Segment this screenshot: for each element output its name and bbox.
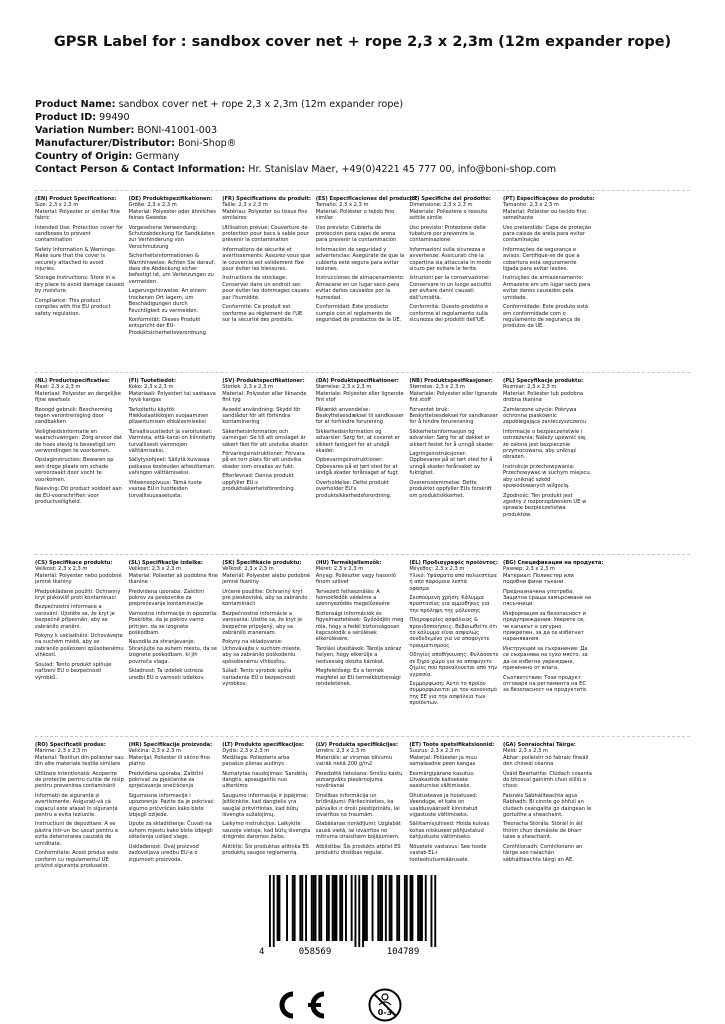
product-info	[35, 98, 715, 176]
spec-paragraph: Úsáid Beartaithe: Clúdach cosanta do bhoscaí gainimh chun éilliú a chosc	[502, 770, 592, 790]
spec-block-title: (NL) Productspecificaties:	[35, 378, 110, 384]
barcode-bar	[351, 875, 353, 941]
spec-paragraph: Tamanho: 2,3 x 2,3 m Material: Poliéster ou tecido fino semelhante	[502, 202, 587, 222]
spec-paragraph: Varnostne informacije in opozorila: Poskrbite, da je pokrov varno pritrjen, da se izognete poškodbam.	[128, 610, 218, 637]
barcode-bar	[315, 875, 317, 941]
barcode-bar	[305, 875, 307, 941]
barcode-bar	[421, 875, 423, 941]
barcode-bar	[391, 875, 393, 941]
spec-row	[35, 560, 690, 710]
spec-paragraph: Veľkosť: 2,3 x 2,3 m Materiál: Polyester alebo podobné jemné tkaniny	[222, 566, 311, 586]
spec-block-title: (NB) Produktspesifikasjoner:	[409, 378, 493, 384]
spec-paragraph: Efterlevnad: Denna produkt uppfyller EU:s produktsäkerhetsförordning.	[222, 473, 296, 493]
spec-paragraph: Предназначена употреба: Защитна сраща замърсяване на пясъчници	[502, 588, 592, 608]
barcode-bar	[419, 875, 421, 941]
spec-paragraph: Numatytas naudojimas: Sandėlių dangtis, apsaugantis nuo užteršimo	[222, 770, 308, 790]
spec-block	[35, 378, 129, 521]
spec-block-title: (PT) Especificações do produto:	[502, 196, 595, 202]
spec-paragraph: Información de seguridad y advertencias: Asegúrate de que la cubierta esté segura para evitar lesiones.	[315, 246, 405, 273]
spec-paragraph: Biztonsági információk és figyelmeztetések: Győződjön meg róla, hogy a fedél biztonságosan kapcsolódik a sérülések elkerülésére.	[315, 610, 404, 643]
barcode-bar	[269, 875, 271, 947]
spec-paragraph: Conformité: Ce produit est conforme au règlement de l'UE sur la sécurité des produits.	[222, 304, 303, 323]
spec-block	[222, 742, 316, 872]
barcode-bar	[372, 875, 374, 941]
spec-paragraph: Size: 2,3 x 2,3 m Material: Polyester or similar fine fabric	[35, 202, 120, 222]
spec-block	[316, 560, 410, 710]
spec-paragraph: Vorgesehene Verwendung: Schutzabdeckung für Sandkästen zur Verhinderung von Verschmutzung	[128, 224, 215, 250]
spec-row	[35, 196, 690, 339]
spec-paragraph: Utilisation prévue: Couverture de protection pour bacs à sable pour prévenir la contamination	[222, 224, 309, 244]
country-of-origin-row: Country of Origin: Germany	[35, 151, 180, 162]
barcode-bar	[336, 875, 338, 941]
spec-paragraph: Informacje o bezpieczeństwie i ostrzeżenia: Należy upewnić się, że osłona jest bezpiecznie przymocowana, aby uniknąć obrażeń.	[502, 428, 587, 461]
spec-paragraph: Atitiktis: Šis produktas atitinka ES produktų saugos reglamentą.	[222, 843, 309, 857]
spec-block	[503, 196, 597, 339]
spec-paragraph: Οδηγίες αποθήκευσης: Φυλάσσετε σε ξηρό χώρο για να αποφύγετε ζημίες που προκαλούνται από την υγρασία.	[409, 652, 499, 678]
spec-paragraph: Storage Instructions: Store in a dry place to avoid damage caused by moisture.	[35, 275, 124, 295]
spec-paragraph: Naleving: Dit product voldoet aan de EU-voorschriften voor productveiligheid.	[35, 486, 122, 505]
barcode-bar	[279, 875, 281, 941]
barcode-bar	[385, 875, 387, 941]
spec-block-title: (SL) Specifikacije izdelka:	[128, 560, 203, 566]
spec-paragraph: Laikymo instrukcijos: Laikykite sausoje vietoje, kad būtų išvengta drėgmės daromos žalos.	[222, 821, 311, 841]
barcode-bar	[301, 875, 303, 941]
spec-paragraph: Pokyny na skladovanie: Uchovávajte v suchom mieste, aby sa zabránilo poškodeniu spôsobenému vlhkosťou.	[222, 639, 302, 665]
spec-block-title: (FR) Spécifications du produit:	[222, 196, 311, 202]
spec-paragraph: Méid: 2,3 x 2,3 m Ábhar: poileistir nó fabraic fíneáil den chineál céanna	[502, 748, 589, 768]
spec-paragraph: Megfelelőség: Ez a termék megfelel az EU termékbiztonsági rendeletének.	[315, 668, 401, 687]
spec-paragraph: Instrucciones de almacenamiento: Almacene en un lugar seco para evitar daños causados por la humedad.	[315, 275, 405, 301]
barcode-bar	[404, 875, 406, 941]
spec-paragraph: Soulad: Tento produkt splňuje nařízení EU o bezpečnosti výrobků.	[35, 661, 112, 681]
spec-paragraph: Konformität: Dieses Produkt entspricht der EU-Produktsicherheitsverordnung.	[128, 316, 208, 336]
spec-paragraph: Instrucțiuni de depozitare: A se păstra într-un loc uscat pentru a evita deteriorarea cauzată de umiditate.	[35, 821, 118, 847]
barcode-bar	[311, 875, 313, 941]
barcode-bar	[417, 875, 419, 941]
spec-block	[503, 378, 597, 521]
spec-paragraph: Faisnéis Sábháilteachta agus Rabhadh: Bí cinnte go bhfuil an clúdach ceangailte go daingean le gortuithe a sheachaint.	[502, 792, 592, 819]
spec-paragraph: Dydis: 2,3 x 2,3 m Medžiaga: Poliesteris arba panašus plonas audinys	[222, 748, 290, 768]
barcode-bar	[345, 875, 347, 941]
barcode-bar	[364, 875, 366, 941]
spec-paragraph: Informações de segurança e avisos: Certifique-se de que a cobertura está seguramente ligada para evitar lesões.	[502, 246, 580, 273]
spec-paragraph: Koko: 2,3 x 2,3 m Materiaali: Polyesteri tai vastaava hyvä kangas	[128, 384, 216, 404]
spec-block	[129, 742, 223, 872]
spec-paragraph: Uso previsto: Protezione delle tubature per prevenire la contaminazione	[409, 224, 486, 244]
spec-paragraph: Treoracha Stórála: Stóráil in áit thirim chun damáiste de bharr taise a sheachaint.	[502, 821, 583, 841]
spec-paragraph: Σκοπούμενη χρήση: Κάλυμμα προστασίας για αμμοθήκες για την πρόληψη της μόλυνσης	[409, 595, 490, 614]
spec-block-title: (EL) Προδιαγραφές προϊόντος:	[409, 560, 498, 566]
ce-mark-icon	[268, 990, 332, 1020]
spec-paragraph: Conformidade: Este produto está em conformidade com o regulamento de segurança de produtos da UE.	[502, 304, 589, 330]
spec-paragraph: Skladnost: Ta izdelek ustreza uredbi EU o varnosti izdelkov.	[128, 668, 205, 681]
spec-block-title: (LT) Produkto specifikacijos:	[222, 742, 304, 748]
spec-paragraph: Tamaño: 2,3 x 2,3 m Material: Poliéster o tejido fino similar	[315, 202, 395, 222]
section-divider	[35, 372, 690, 373]
spec-paragraph: Drošības informācija un brīdinājumi: Pārliecinieties, ka pārvalks ir droši piestiprināts, lai izvairītos no traumām.	[315, 792, 400, 819]
barcode-bar	[332, 875, 334, 941]
spec-paragraph: Opbevaringsinstruktioner: Opbevares på et tørt sted for at undgå skader forårsaget af fugt.	[315, 457, 400, 477]
spec-paragraph: Instruções de armazenamento: Armazene em um lugar seco para evitar danos causados pela umidade.	[502, 275, 591, 301]
spec-paragraph: Storlek: 2,3 x 2,3 m Material: Polyester eller liknande fint tyg	[222, 384, 307, 404]
spec-paragraph: Dimensione: 2,3 x 2,3 m Materiale: Poliestere o tessuto sottile simile	[409, 202, 488, 222]
spec-paragraph: Pokyny k uskladnění: Uchovávejte na suchém místě, aby se zabránilo poškození způsobenému vlhkostí.	[35, 633, 124, 659]
spec-paragraph: Lagringsinstruksjoner: Oppbevares på et tørt sted for å unngå skader forårsaket av fuktighet.	[409, 451, 493, 477]
spec-paragraph: Instrukcje przechowywania: Przechowywać w suchym miejscu, aby uniknąć szkód spowodowanych wilgocią.	[502, 463, 592, 490]
spec-row	[35, 378, 690, 521]
product-id-row: Product ID: 99490	[35, 112, 130, 123]
barcode-bars	[269, 875, 436, 947]
spec-paragraph: Mărime: 2,3 x 2,3 m Material: Textiluri din poliester sau din alte materiale textile similare	[35, 748, 124, 768]
spec-paragraph: Säilitamisjuhised: Hoida kuivas kohas niiskusest põhjustatud kahjustuste vältimiseks.	[409, 821, 490, 841]
spec-paragraph: Conformitate: Acest produs este conform cu regulamentul UE privind siguranța produselor.	[35, 850, 119, 869]
barcode-digit-prefix: 4	[259, 947, 265, 957]
spec-block-title: (SK) Špecifikácie produktu:	[222, 560, 302, 566]
barcode-bar	[273, 875, 275, 947]
spec-paragraph: Usklađenost: Ovaj proizvod zadovoljava uredbu EU-a o sigurnosti proizvoda.	[128, 843, 199, 863]
spec-paragraph: Размер: 2,3 x 2,3 m Материал: Полиестер или подобни фини тъкани	[502, 566, 574, 586]
barcode-bar	[381, 875, 383, 941]
spec-paragraph: Compliance: This product complies with the EU product safety regulation.	[35, 297, 111, 317]
spec-paragraph: Sikkerhedsinformation og advarsler: Sørg for, at coveret er sikkert fastgjort for at undgå skader.	[315, 428, 400, 455]
spec-block	[503, 742, 597, 872]
barcode-bar	[299, 875, 301, 941]
spec-paragraph: Größe: 2,3 x 2,3 m Material: Polyester oder ähnliches feines Gewebe	[128, 202, 216, 222]
spec-row	[35, 742, 690, 872]
spec-paragraph: Lagerungshinweise: An einem trockenen Ort lagern, um Beschädigungen durch Feuchtigkeit zu vermeiden.	[128, 288, 206, 314]
spec-block-title: (HR) Specifikacije proizvoda:	[128, 742, 213, 748]
spec-paragraph: Bezpečnostní informace a varování: Ujistěte se, že kryt je bezpečně připevněn, aby se zabránilo zranění.	[35, 604, 115, 630]
spec-paragraph: Förvaringsinstruktioner: Förvara på en torr plats för att undvika skador som orsakas av fukt.	[222, 451, 305, 470]
barcode-bar	[406, 875, 408, 941]
barcode-bar	[410, 875, 412, 941]
spec-paragraph: Sikkerhetsinformasjon og advarsler: Sørg for at dekket er sikkert festet for å unngå skader.	[409, 428, 495, 448]
barcode-bar	[286, 875, 288, 941]
spec-block	[316, 378, 410, 521]
spec-block	[129, 560, 223, 710]
spec-paragraph: Nõuetele vastavus: See toode vastab EL-i tooteohutusmäärusele.	[409, 843, 487, 863]
spec-paragraph: Informations de sécurité et avertissements: Assurez-vous que le couvercle est solidement fixé pour éviter les blessures.	[222, 246, 311, 273]
spec-paragraph: Safety Information & Warnings: Make sure that the cover is securely attached to avoid injuries.	[35, 246, 116, 273]
barcode-bar	[379, 875, 381, 941]
spec-paragraph: Určené použitie: Ochranný kryt pre pieskoviská, aby sa zabránilo kontaminácii	[222, 588, 308, 608]
spec-block-title: (LV) Produkta specifikācijas:	[315, 742, 399, 748]
spec-paragraph: Paredzētā lietošana: Smilšu kastu aizsargvāks piesārņojuma novēršanai	[315, 770, 403, 790]
spec-paragraph: Bezpečnostné informácie a varovania: Uistite sa, že kryt je bezpečne pripojený, aby sa zabránilo zraneniam.	[222, 610, 303, 637]
spec-block	[409, 742, 503, 872]
barcode-bar	[326, 875, 328, 941]
spec-block-title: (PL) Specyfikacje produktu:	[502, 378, 584, 384]
contact-row: Contact Person & Contact Information: Hr. Stanislav Maer, +49(0)4221 45 777 00, info@boni-shop.com	[35, 164, 557, 175]
barcode-bar	[334, 875, 336, 941]
spec-paragraph: Uso pretendido: Capa de proteção para caixas de areia para evitar contaminação	[502, 224, 592, 244]
barcode-bar	[277, 875, 279, 941]
spec-paragraph: Beoogd gebruik: Bescherming tegen verontreiniging door zandbakken	[35, 406, 113, 426]
spec-block	[409, 196, 503, 339]
spec-block	[35, 560, 129, 710]
spec-paragraph: Съответствие: Този продукт отговаря на регламента на ЕС за безопасност на продуктите.	[502, 674, 588, 694]
spec-paragraph: Størrelse: 2,3 x 2,3 m Materiale: Polyester eller lignende fint stoff	[409, 384, 498, 404]
spec-paragraph: Predviđena uporaba: Zaštitni pokrivač za pješčanike za sprječavanje onečišćenja	[128, 770, 204, 790]
spec-block	[222, 560, 316, 710]
barcode-bar	[412, 875, 414, 941]
spec-block-title: (ES) Especificaciones del producto:	[315, 196, 418, 202]
section-divider	[35, 190, 690, 191]
spec-block	[129, 378, 223, 521]
variation-number-row: Variation Number: BONI-41001-003	[35, 125, 218, 136]
spec-paragraph: Ohutusteave ja hoiatused: Veenduge, et kate on usaldusväärselt kinnitatud vigastuste vältimiseks.	[409, 792, 478, 819]
spec-paragraph: Opslaginstructies: Bewaren op een droge plaats om schade veroorzaakt door vocht te voorkomen.	[35, 457, 114, 483]
spec-block	[409, 560, 503, 710]
spec-paragraph: Comhlíonadh: Comhlíonann an táirge seo rialachán sábháilteachta táirgí an AE.	[502, 843, 583, 863]
spec-block	[129, 196, 223, 339]
spec-paragraph: Overensstemmelse: Dette produktet oppfyller EUs forskrift om produktsikkerhet.	[409, 479, 492, 499]
spec-paragraph: Tervezett felhasználás: A homokfedők védelme a szennyeződés megelőzésére	[315, 588, 390, 608]
barcode-bar	[292, 875, 294, 941]
barcode-bar	[377, 875, 379, 941]
barcode-bar	[425, 875, 427, 941]
barcode-bar	[328, 875, 330, 941]
spec-paragraph: Påtænkt anvendelse: Beskyttelsesdæksel til sandkasser for at forhindre forurening	[315, 406, 404, 426]
barcode-bar	[358, 875, 360, 947]
spec-paragraph: Veličina: 2,3 x 2,3 m Materijal: Poliester ili slično fino platno	[128, 748, 210, 768]
spec-paragraph: Yhteensopivuus: Tämä tuote vastaa EU:n tuotteiden turvallisuusasetusta.	[128, 479, 202, 499]
barcode-bar	[294, 875, 296, 941]
spec-block	[316, 742, 410, 872]
spec-paragraph: Utilizare intenționată: Acoperire de protecție pentru cutiile de nisip pentru prevenirea contaminării	[35, 770, 124, 790]
barcode-bar	[398, 875, 400, 941]
spec-paragraph: Veiligheidsinformatie en waarschuwingen: Zorg ervoor dat de hoes stevig is bevestigd om verwondingen te voorkomen.	[35, 428, 122, 455]
barcode-bar	[318, 875, 320, 941]
spec-paragraph: Velikost: 2,3 x 2,3 m Materiál: Polyester nebo podobné jemné tkaniny	[35, 566, 122, 586]
spec-block	[502, 560, 604, 710]
spec-block-title: (DE) Produktspezifikationen:	[128, 196, 213, 202]
barcode-bar	[396, 875, 398, 941]
spec-paragraph: Säilytysohjeet: Säilytä kuivassa paikassa kosteuden aiheuttaman vahingon välttämiseksi.	[128, 457, 214, 477]
spec-paragraph: Säkerhetsinformation och varningar: Se till att omslaget är säkert fäst för att undvika skador.	[222, 428, 309, 448]
spec-paragraph: Μέγεθος: 2,3 x 2,3 m Υλικό: Υφάσματα από πολυεστέρα ή από παρόμοια λεπτά ύφασμα	[409, 566, 497, 592]
spec-block	[409, 378, 503, 521]
spec-paragraph: Tarkoitettu käyttö: Hiekkalaatikkojen suojaaminen pilaantumisen ehkäisemiseksi	[128, 406, 209, 426]
not-for-children-under-3-icon	[367, 987, 403, 1023]
spec-block	[35, 196, 129, 339]
spec-paragraph: Velikost: 2,3 x 2,3 m Material: Poliester ali podobne fine tkanine	[128, 566, 218, 586]
spec-paragraph: Maat: 2,3 x 2,3 m Materiaal: Polyester en dergelijke fijne weefsels	[35, 384, 121, 404]
spec-paragraph: Glabāšanas norādījumi: Uzglabāt sausā vietā, lai izvairītos no mitruma izraisītiem bojājumiem.	[315, 821, 401, 841]
spec-paragraph: Инструкции за съхранение: Да се съхранява на сухо място, за да се избегне увреждане, причинено от влага.	[502, 645, 588, 672]
spec-block	[222, 196, 316, 339]
spec-paragraph: Zamierzone użycie: Pokrywa ochronna piaskownic zapobiegająca zanieczyszczeniu	[502, 406, 586, 426]
manufacturer-row: Manufacturer/Distributor: Boni-Shop®	[35, 138, 237, 149]
spec-paragraph: Informazioni sulla sicurezza e avvertenze: Assicurati che la copertina sia attaccata in modo sicuro per evitare le ferite.	[409, 246, 492, 273]
barcode-digits-left: 058569	[298, 947, 332, 957]
spec-paragraph: Upute za skladištenje: Čuvati na suhom mjestu kako biste izbjegli oštećenja uslijed vlage.	[128, 821, 213, 841]
spec-paragraph: Avsedd användning: Skydd för sandlådor för att förhindra kontaminering	[222, 406, 301, 426]
spec-paragraph: Информация за безопасност и предупреждения: Уверете се, че капакът е сигурно прикрепен, за да се избегнат наранявания.	[502, 610, 586, 643]
product-name-row: Product Name: sandbox cover net + rope 2,3 x 2,3m (12m expander rope)	[35, 99, 404, 110]
spec-paragraph: Predvidena uporaba: Zaščitni pokrov za peskovnike za preprečevanje kontaminacije	[128, 588, 204, 608]
spec-block-title: (DA) Produktspecifikationer:	[315, 378, 399, 384]
spec-paragraph: Informații de siguranță și avertismente: Asigurați-vă că capacul este atașat în siguranță pentru a evita leziunile.	[35, 792, 118, 819]
spec-paragraph: Πληροφορίες ασφάλειας & προειδοποιήσεις: Βεβαιωθείτε ότι το κάλυμμα είναι ασφαλώς συνδεδεμένο για να αποφύγετε τραυματισμούς.	[409, 617, 498, 649]
spec-paragraph: Sicherheitsinformationen & Warnhinweise: Achten Sie darauf, dass die Abdeckung sicher befestigt ist, um Verletzungen zu vermeiden.	[128, 253, 216, 285]
spec-paragraph: Overholdelse: Dette produkt overholder EU's produktsikkerhedsforordning.	[315, 479, 392, 499]
spec-paragraph: Conformità: Questo prodotto è conforme al regolamento sulla sicurezza dei prodotti dell'UE.	[409, 304, 489, 323]
spec-block-title: (EN) Product Specifications:	[35, 196, 117, 202]
spec-paragraph: Istruzioni per la conservazione: Conservare in un luogo asciutto per evitare danni causati dall'umidità.	[409, 275, 492, 301]
spec-block-title: (SV) Produktspecifikationer:	[222, 378, 305, 384]
section-divider	[35, 554, 690, 555]
spec-paragraph: Størrelse: 2,3 x 2,3 m Materiale: Polyester eller lignende fint stof	[315, 384, 404, 404]
barcode-bar	[355, 875, 357, 947]
barcode-digits-right: 104789	[386, 947, 420, 957]
barcode-bar	[341, 875, 343, 941]
barcode-bar	[431, 875, 433, 947]
spec-paragraph: Eesmärgipärane kasutus: Liivakastide kaitsekate saasturnise vältimiseks	[409, 770, 475, 790]
label-title: GPSR Label for : sandbox cover net + rope 2,3 x 2,3m (12m expander rope)	[53, 34, 672, 50]
barcode-bar	[434, 875, 436, 947]
spec-block-title: (CS) Specifikace produktu:	[35, 560, 113, 566]
spec-paragraph: Méret: 2,3 x 2,3 m Anyag: Poliészter vagy hasonló finom szövet	[315, 566, 396, 586]
spec-paragraph: Atbilstība: Šis produkts atbilst ES produktu drošības regulai.	[315, 843, 401, 857]
spec-block-title: (FI) Tuotetiedot:	[128, 378, 177, 384]
spec-paragraph: Navodila za shranjevanje: Shranjujte na suhem mestu, da se izognete poškodbam, ki jih povzroča vlaga.	[128, 639, 217, 665]
ce-mark-text: CE	[268, 990, 270, 991]
spec-paragraph: Forventet bruk: Beskyttelsesdeksel for sandkasser for å hindre forurensning	[409, 406, 498, 426]
spec-paragraph: Zgodność: Ten produkt jest zgodny z rozporządzeniem UE w sprawie bezpieczeństwa produktów.	[502, 492, 587, 518]
barcode-bar	[313, 875, 315, 941]
barcode-bar	[339, 875, 341, 941]
spec-paragraph: Turvallisuustiedot ja varoitukset: Varmista, että kansi on kiinnitetty turvallisesti vammojen välttämiseksi.	[128, 428, 216, 455]
spec-paragraph: Rozmiar: 2,3 x 2,3 m Materiał: Poliester lub podobna drobna tkanina	[502, 384, 584, 404]
spec-paragraph: Súlad: Tento výrobok spĺňa nariadenie EÚ o bezpečnosti výrobkov.	[222, 668, 296, 687]
spec-block-title: (BG) Спецификации на продукта:	[502, 560, 604, 566]
ean-barcode	[253, 875, 463, 955]
spec-paragraph: Sigurnosne informacije i upozorenja: Pazite da je pokrivač sigurno pričvršćen kako biste izbjegli ozljede.	[128, 792, 214, 819]
spec-paragraph: Instructions de stockage: Conserver dans un endroit sec pour éviter les dommages causés par l'humidité.	[222, 275, 310, 301]
spec-paragraph: Conformidad: Este producto cumple con el reglamento de seguridad de productos de la UE.	[315, 304, 402, 323]
svg-text:0-3: 0-3	[377, 1008, 393, 1017]
spec-block	[35, 742, 129, 872]
spec-block	[315, 196, 418, 339]
spec-paragraph: Taille: 2,3 x 2,3 m Matériau: Polyester ou tissus fins similaires	[222, 202, 308, 222]
spec-block	[222, 378, 316, 521]
spec-paragraph: Suurus: 2,3 x 2,3 m Materjal: Polüester ja muu samalaadne peen kangas	[409, 748, 477, 768]
spec-block-title: (ET) Toote spetsifikatsioonid:	[409, 742, 495, 748]
barcode-bar	[320, 875, 322, 941]
barcode-bar	[389, 875, 391, 941]
spec-block-title: (RO) Specificații produs:	[35, 742, 106, 748]
spec-paragraph: Tárolási utasítások: Tárolja száraz helyen, hogy elkerülje a nedvesség okozta károkat.	[315, 645, 402, 665]
spec-paragraph: Intended Use: Protection cover for sandboxes to prevent contamination	[35, 224, 124, 244]
spec-paragraph: Saugumo informacija ir įspėjimai: Įsitikinkite, kad dangtelis yra saugiai pritvirtintas, kad būtų išvengta sužalojimų.	[222, 792, 309, 819]
spec-block-title: (HU) Termékjellemzők:	[315, 560, 382, 566]
spec-block-title: (IT) Specifiche del prodotto:	[409, 196, 491, 202]
spec-paragraph: Předpokládané použití: Ochranný kryt pískovišť proti kontaminaci	[35, 588, 121, 602]
spec-paragraph: Izmērs: 2,3 x 2,3 m Materiāls: ar virsmas blīvumu vairāk nekā 200 g/m2	[315, 748, 393, 768]
spec-paragraph: Uso previsto: Cubierta de protección para cajas de arena para prevenir la contaminación	[315, 224, 397, 244]
section-divider	[35, 736, 690, 737]
barcode-bar	[362, 875, 364, 947]
barcode-bar	[366, 875, 368, 941]
spec-paragraph: Συμμόρφωση: Αυτό το προϊόν συμμορφώνεται με τον κανονισμό της ΕΕ για την ασφάλεια των προϊόντων.	[409, 680, 497, 707]
spec-block-title: (GA) Sonraíochtaí Táirge:	[502, 742, 576, 748]
